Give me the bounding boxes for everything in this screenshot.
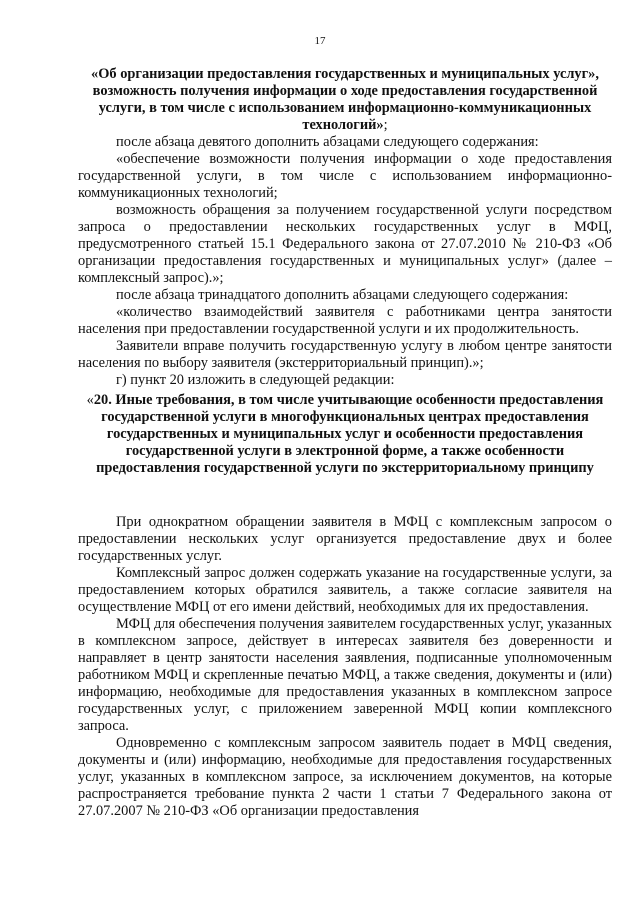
paragraphs-top bbox=[78, 134, 612, 389]
top-heading-tail: ; bbox=[383, 117, 388, 133]
top-heading-bold: «Об организации предоставления государственных и муниципальных услуг», возможность получения информации о ходе предоставления государственной услуги, в том числе с использованием информационно-коммуникационных технологий» bbox=[91, 66, 599, 133]
paragraph: «обеспечение возможности получения информации о ходе предоставления государственной услуги, в том числе с использованием информационно-коммуникационных технологий; bbox=[78, 151, 612, 201]
paragraph: Комплексный запрос должен содержать указание на государственные услуги, за предоставлением которых обратился заявитель, а также согласие заявителя на осуществление МФЦ от его имени действий, необходимых для их предоставления. bbox=[78, 565, 612, 615]
section-heading-text: 20. Иные требования, в том числе учитывающие особенности предоставления государственной услуги в многофункциональных центрах предоставления государственных и муниципальных услуг и особенности предоставления государственной услуги в электронной форме, а также особенности предоставления государственной услуги по экстерриториальному принципу bbox=[93, 392, 604, 476]
paragraph: Одновременно с комплексным запросом заявитель подает в МФЦ сведения, документы и (или) информацию, необходимые для предоставления государственных услуг, указанных в комплексном запросе, за исключением документов, на которые распространяется требование пункта 2 части 1 статьи 7 Федерального закона от 27.07.2007 № 210-ФЗ «Об организации предоставления bbox=[78, 735, 612, 819]
paragraph: МФЦ для обеспечения получения заявителем государственных услуг, указанных в комплексном запросе, действует в интересах заявителя без доверенности и направляет в центр занятости населения заявления, подписанные уполномоченным работником МФЦ и скрепленные печатью МФЦ, а также сведения, документы и (или) информацию, необходимые для предоставления указанных в комплексном запросе государственных услуг, с приложением заверенной МФЦ копии комплексного запроса. bbox=[78, 616, 612, 734]
paragraph: г) пункт 20 изложить в следующей редакции: bbox=[116, 372, 395, 388]
top-heading bbox=[78, 66, 612, 134]
paragraph: При однократном обращении заявителя в МФЦ с комплексным запросом о предоставлении нескольких услуг организуется предоставление двух и более государственных услуг. bbox=[78, 514, 612, 564]
section-heading bbox=[78, 392, 612, 477]
paragraph: Заявители вправе получить государственную услугу в любом центре занятости населения по выбору заявителя (экстерриториальный принцип).»; bbox=[78, 338, 612, 371]
paragraphs-bottom bbox=[78, 514, 612, 820]
section-heading-quote: « bbox=[86, 392, 94, 408]
paragraph: возможность обращения за получением государственной услуги посредством запроса о предоставлении нескольких государственных услуг в МФЦ, предусмотренного статьей 15.1 Федерального закона от 27.07.2010 № 210-ФЗ «Об организации предоставления государственных и муниципальных услуг» (далее – комплексный запрос).»; bbox=[78, 202, 612, 286]
paragraph: после абзаца девятого дополнить абзацами следующего содержания: bbox=[116, 134, 539, 150]
paragraph: «количество взаимодействий заявителя с работниками центра занятости населения при предоставлении государственной услуги и их продолжительность. bbox=[78, 304, 612, 337]
paragraph: после абзаца тринадцатого дополнить абзацами следующего содержания: bbox=[116, 287, 569, 303]
page-number: 17 bbox=[314, 35, 326, 47]
